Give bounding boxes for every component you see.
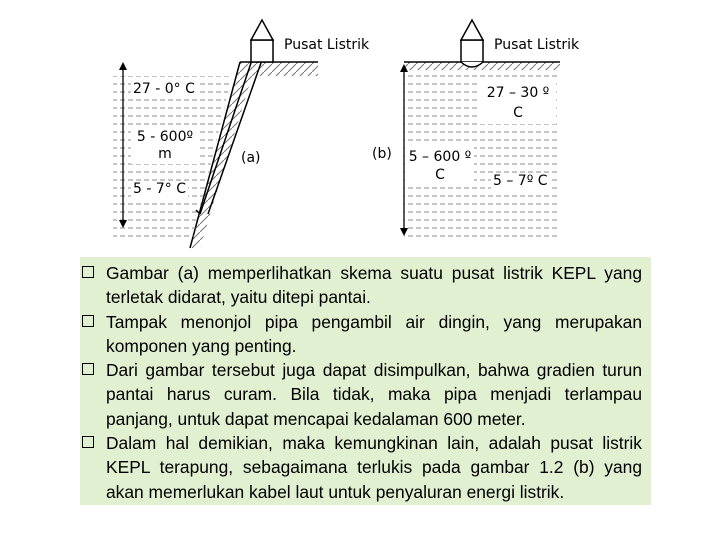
left-plant-label: Pusat Listrik [284, 37, 370, 53]
bullet-text: Dalam hal demikian, maka kemungkinan lain, adalah pusat listrik KEPL terapung, sebagaimana terlukis pada gambar 1.2 (b) yang akan memerlukan kabel laut untuk penyaluran energi listrik. [106, 433, 642, 502]
left-power-plant-icon [251, 20, 273, 62]
caption-b: (b) [372, 146, 392, 162]
checkbox-bullet-icon [82, 315, 94, 327]
bullet-list [80, 261, 642, 504]
bullet-item [80, 431, 642, 504]
bullet-item [80, 261, 642, 310]
left-surface-temp: 27 - 0° C [133, 81, 195, 97]
right-plant-label: Pusat Listrik [494, 37, 580, 53]
right-depth-label: 5 – 600 º C [406, 147, 474, 185]
bullet-text: Gambar (a) memperlihatkan skema suatu pusat listrik KEPL yang terletak didarat, yaitu ditepi pantai. [106, 263, 642, 308]
bullet-text: Dari gambar tersebut juga dapat disimpulkan, bahwa gradien turun pantai harus curam. Bila tidak, maka pipa menjadi terlampau panjang, untuk dapat mencapai kedalaman 600 meter. [106, 360, 642, 429]
checkbox-bullet-icon [82, 266, 94, 278]
checkbox-bullet-icon [82, 436, 94, 448]
caption-a: (a) [241, 150, 261, 166]
kepl-diagram [0, 0, 720, 262]
right-surface-temp: 27 – 30 º C [480, 82, 556, 124]
right-floating-plant-icon [461, 20, 483, 67]
checkbox-bullet-icon [82, 363, 94, 375]
bullet-item [80, 310, 642, 359]
left-deep-temp: 5 - 7° C [133, 181, 186, 197]
right-deep-temp: 5 – 7º C [493, 173, 548, 189]
left-mid-depth-temp: 5 - 600º m [131, 128, 199, 164]
bullet-item [80, 358, 642, 431]
bullet-text: Tampak menonjol pipa pengambil air dingin, yang merupakan komponen yang penting. [106, 311, 642, 356]
